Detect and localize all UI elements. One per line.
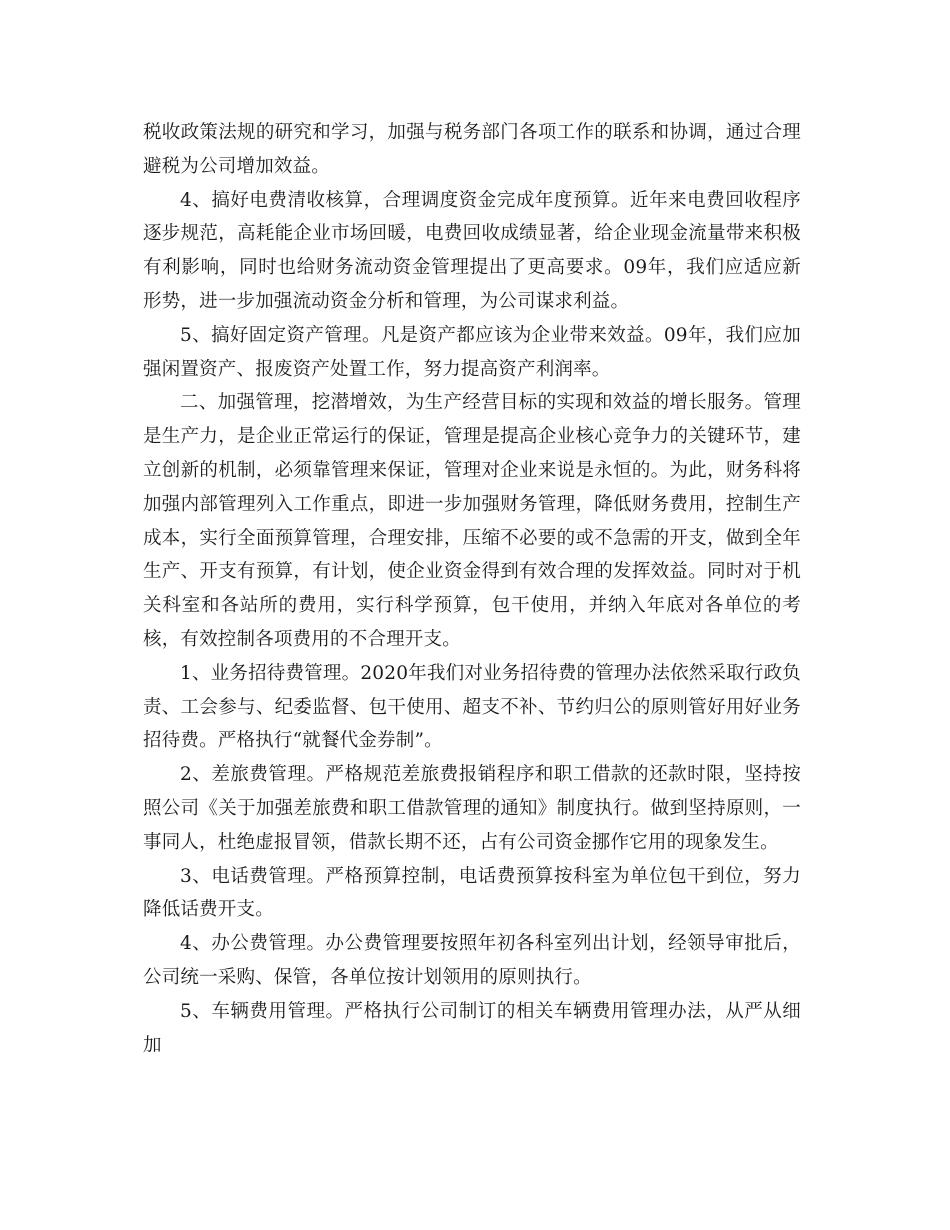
paragraph-phone-expenses: 3、电话费管理。严格预算控制，电话费预算按科室为单位包干到位，努力降低话费开支。 (143, 865, 801, 921)
paragraph-fixed-assets: 5、搞好固定资产管理。凡是资产都应该为企业带来效益。09年，我们应加强闲置资产、报废资产处置工作，努力提高资产利润率。 (143, 324, 801, 380)
paragraph-travel-expenses: 2、差旅费管理。严格规范差旅费报销程序和职工借款的还款时限，坚持按照公司《关于加强差旅费和职工借款管理的通知》制度执行。做到坚持原则，一事同人，杜绝虚报冒领，借款长期不还，占有公司资金挪作它用的现象发生。 (143, 764, 801, 853)
paragraph-office-expenses: 4、办公费管理。办公费管理要按照年初各科室列出计划，经领导审批后，公司统一采购、保管，各单位按计划领用的原则执行。 (143, 933, 801, 988)
paragraph-hospitality-expenses: 1、业务招待费管理。2020年我们对业务招待费的管理办法依然采取行政负责、工会参与、纪委监督、包干使用、超支不补、节约归公的原则管好用好业务招待费。严格执行“就餐代金券制”。 (143, 662, 801, 752)
document-body (143, 116, 801, 1062)
paragraph-electricity-fee: 4、搞好电费清收核算，合理调度资金完成年度预算。近年来电费回收程序逐步规范，高耗能企业市场回暖，电费回收成绩显著，给企业现金流量带来积极有利影响，同时也给财务流动资金管理提出了更高要求。09年，我们应适应新形势，进一步加强流动资金分析和管理，为公司谋求利益。 (143, 189, 801, 312)
paragraph-vehicle-expenses: 5、车辆费用管理。严格执行公司制订的相关车辆费用管理办法，从严从细加 (143, 1000, 801, 1056)
paragraph-strengthen-management: 二、加强管理，挖潜增效，为生产经营目标的实现和效益的增长服务。管理是生产力，是企业正常运行的保证，管理是提高企业核心竞争力的关键环节，建立创新的机制，必须靠管理来保证，管理对企业来说是永恒的。为此，财务科将加强内部管理列入工作重点，即进一步加强财务管理，降低财务费用，控制生产成本，实行全面预算管理，合理安排，压缩不必要的或不急需的开支，做到全年生产、开支有预算，有计划，使企业资金得到有效合理的发挥效益。同时对于机关科室和各站所的费用，实行科学预算，包干使用，并纳入年底对各单位的考核，有效控制各项费用的不合理开支。 (143, 392, 801, 650)
paragraph-continuation: 税收政策法规的研究和学习，加强与税务部门各项工作的联系和协调，通过合理避税为公司增加效益。 (143, 122, 801, 177)
